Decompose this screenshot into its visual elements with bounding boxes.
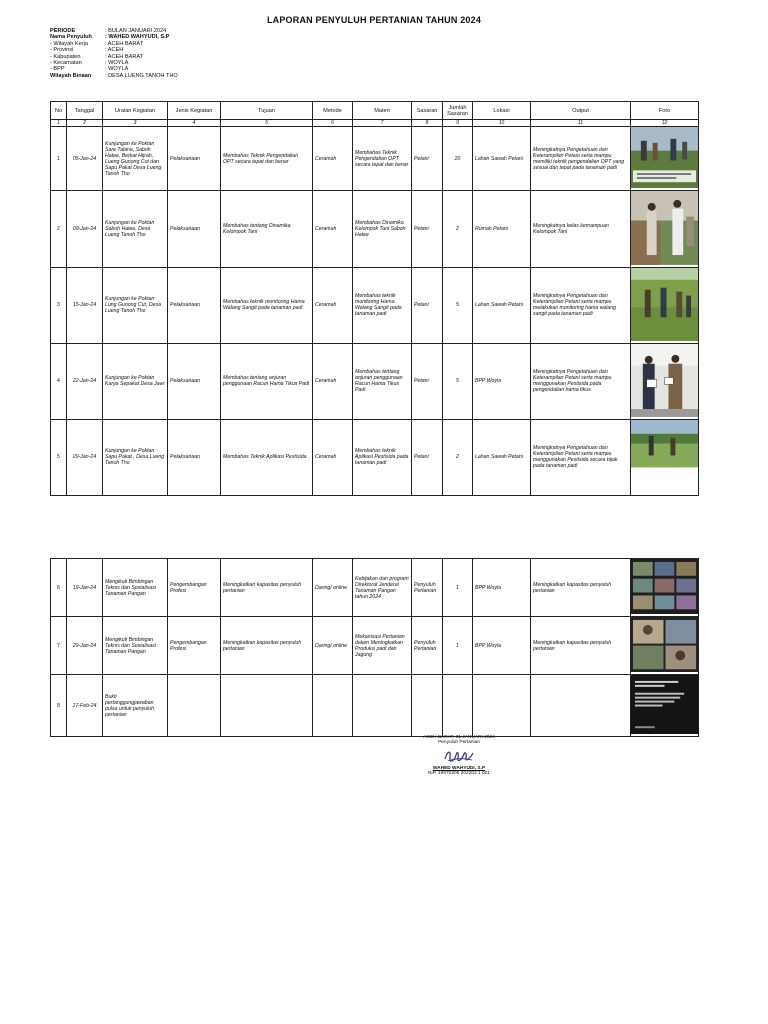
cell-jenis: Pengembangan Profesi: [168, 559, 221, 617]
cell-tanggal: 05-Jan-24: [67, 127, 103, 191]
cell-materi: Membahas teknik Aplikasi Pestisida pada tanaman padi: [353, 419, 412, 495]
cell-materi: [353, 675, 412, 737]
cell-metode: Daring/ online: [313, 617, 353, 675]
col-number: 4: [168, 120, 221, 127]
cell-materi: Membahas Teknik Pengendalian OPT secara tepat dan benar: [353, 127, 412, 191]
activity-table: [50, 101, 699, 496]
meta-key: PERIODE: [50, 28, 76, 34]
cell-lokasi: Lahan Sawah Petani: [473, 127, 531, 191]
cell-metode: Ceramah: [313, 127, 353, 191]
cell-output: [531, 675, 631, 737]
cell-output: Meningkatnya Pengetahuan dan Keterampilan Petani serta mampu memiliki teknik pengendalian OPT yang sesuai dan tepat pada tanaman padi: [531, 127, 631, 191]
cell-lokasi: [473, 675, 531, 737]
cell-uraian: Kunjungan ke Poktan Lung Gunong Cut, Desa Lueng Tanoh Tho: [103, 267, 168, 343]
cell-no: 4: [51, 343, 67, 419]
meta-value: : WOYLA: [105, 60, 129, 67]
cell-tujuan: Membahas Teknik Aplikasi Pestisida: [221, 419, 313, 495]
cell-uraian: Kunjungan ke Poktan Sapu Pakat , Desa Lueng Tanoh Tho: [103, 419, 168, 495]
cell-sasaran: Penyuluh Pertanian: [412, 559, 443, 617]
cell-output: Meningkatnya Pengetahuan dan Keterampilan Petani serta mampu melakukan monitoring hama walang sangit pada tanaman padi: [531, 267, 631, 343]
cell-lokasi: Lahan Sawah Petani: [473, 267, 531, 343]
col-number: 12: [631, 120, 699, 127]
cell-jumlah: 20: [443, 127, 473, 191]
meta-value: : BULAN JANUARI 2024: [105, 28, 167, 34]
cell-tanggal: 22-Jan-24: [67, 343, 103, 419]
video-call-screenshot: [631, 617, 698, 672]
cell-jumlah: 1: [443, 559, 473, 617]
cell-sasaran: Penyuluh Pertanian: [412, 617, 443, 675]
cell-uraian: Mengikuti Bimbingan Teknis dan Sosialisasi Tanaman Pangan: [103, 617, 168, 675]
cell-jumlah: 5: [443, 267, 473, 343]
cell-jumlah: 5: [443, 343, 473, 419]
signature-nip: NIP. 19870205 202203 1 001: [427, 771, 491, 777]
meta-key: Nama Penyuluh: [50, 34, 92, 41]
meta-value: : ACEH BARAT: [105, 40, 144, 47]
col-header: Jumlah Sasaran: [443, 102, 473, 120]
col-header: No: [51, 102, 67, 120]
cell-jenis: Pelaksanaan: [168, 419, 221, 495]
col-header: Uraian Kegiatan: [103, 102, 168, 120]
col-number: 2: [67, 120, 103, 127]
col-number: 5: [221, 120, 313, 127]
field-photo: [631, 268, 698, 341]
activity-table-continued: [50, 558, 699, 737]
col-number: 8: [412, 120, 443, 127]
meta-key: Wilayah Binaan: [50, 72, 92, 79]
col-header: Metode: [313, 102, 353, 120]
cell-materi: Membahas tentang anjuran penggunaan Racun Hama Tikus Padi: [353, 343, 412, 419]
cell-jumlah: 1: [443, 617, 473, 675]
cell-tanggal: 15-Jan-24: [67, 267, 103, 343]
col-number: 9: [443, 120, 473, 127]
meta-value: : DESA LUENG TANOH THO: [105, 72, 178, 79]
cell-tanggal: 29-Jan-24: [67, 617, 103, 675]
table-header-row: [51, 102, 699, 120]
phone-screenshot: [631, 675, 698, 734]
cell-tujuan: Membahas tentang anjuran penggunaan Racun Hama Tikus Padi: [221, 343, 313, 419]
col-header: Lokasi: [473, 102, 531, 120]
cell-no: 7: [51, 617, 67, 675]
cell-jenis: [168, 675, 221, 737]
table-row: [51, 419, 699, 495]
cell-no: 3: [51, 267, 67, 343]
cell-jumlah: [443, 675, 473, 737]
col-header: Tujuan: [221, 102, 313, 120]
cell-tujuan: Membahas tentang Dinamika Kelompok Tani: [221, 191, 313, 268]
col-number: 6: [313, 120, 353, 127]
meta-key: - Wilayah Kerja: [50, 40, 88, 47]
cell-no: 5: [51, 419, 67, 495]
table-row: [51, 559, 699, 617]
signature-name: WAHED WAHYUDI, S.P: [432, 765, 486, 771]
col-number: 10: [473, 120, 531, 127]
cell-metode: Ceramah: [313, 191, 353, 268]
field-photo: [631, 127, 698, 188]
cell-jenis: Pengembangan Profesi: [168, 617, 221, 675]
cell-materi: Membahas Dinamika Kelompok Tani Saboh Hatee: [353, 191, 412, 268]
cell-jenis: Pelaksanaan: [168, 127, 221, 191]
cell-tanggal: 19-Jan-24: [67, 559, 103, 617]
field-photo: [631, 420, 698, 493]
handwritten-signature: [442, 746, 476, 766]
cell-uraian: Mengikuti Bimbingan Teknis dan Sosialisasi Tanaman Pangan: [103, 559, 168, 617]
cell-foto: [631, 419, 699, 495]
cell-jumlah: 2: [443, 191, 473, 268]
cell-jenis: Pelaksanaan: [168, 267, 221, 343]
col-header: Sasaran: [412, 102, 443, 120]
cell-no: 6: [51, 559, 67, 617]
cell-output: Meningkatnya kelas kemampuan Kelompok Tani: [531, 191, 631, 268]
cell-tanggal: 09-Jan-24: [67, 191, 103, 268]
cell-foto: [631, 559, 699, 617]
cell-sasaran: Petani: [412, 343, 443, 419]
cell-jenis: Pelaksanaan: [168, 343, 221, 419]
meta-value: : ACEH BARAT: [105, 53, 144, 60]
video-call-screenshot: [631, 559, 698, 614]
cell-foto: [631, 617, 699, 675]
cell-output: Meningkatkan kapasitas penyuluh pertanian: [531, 617, 631, 675]
cell-uraian: Kunjungan ke Poktan Sare Tabina, Saboh Hatee, Berkat Hijrah, Lueng Gunong Cut dan Sapu Pakat Desa Lueng Tanoh Tho: [103, 127, 168, 191]
col-number: 11: [531, 120, 631, 127]
cell-jumlah: 2: [443, 419, 473, 495]
house-visit-photo: [631, 191, 698, 265]
office-photo: [631, 344, 698, 417]
cell-tujuan: Membahas teknik monitoring Hama Walang Sangit pada tanaman padi: [221, 267, 313, 343]
report-meta: [50, 28, 178, 79]
cell-lokasi: BPP Woyla: [473, 343, 531, 419]
meta-wilayah-binaan: [50, 73, 178, 79]
cell-metode: Ceramah: [313, 343, 353, 419]
cell-tujuan: Membahas Teknik Pengendalian OPT secara tepat dan benar: [221, 127, 313, 191]
meta-value: : WAHED WAHYUDI, S.P: [105, 34, 170, 41]
cell-materi: Membahas teknik monitoring Hama Walang Sangit pada tanaman padi: [353, 267, 412, 343]
cell-tanggal: 29-Jan-24: [67, 419, 103, 495]
cell-foto: [631, 343, 699, 419]
cell-uraian: Kunjungan ke Poktan Karya Sepakat Desa Jawi: [103, 343, 168, 419]
signature-place-date: ACEH BARAT, 31 JANUARI 2024: [423, 735, 495, 740]
cell-no: 8: [51, 675, 67, 737]
cell-foto: [631, 127, 699, 191]
meta-value: : WOYLA: [105, 66, 129, 73]
cell-no: 1: [51, 127, 67, 191]
signature-block: [415, 735, 503, 777]
cell-sasaran: Petani: [412, 419, 443, 495]
cell-output: Meningkatnya Pengetahuan dan Keterampilan Petani serta mampu menggunakan Pestisida pada pengendalian hama tikus: [531, 343, 631, 419]
meta-key: - Kabupaten: [50, 53, 81, 60]
cell-foto: [631, 267, 699, 343]
col-header: Jenis Kegiatan: [168, 102, 221, 120]
cell-no: 2: [51, 191, 67, 268]
cell-materi: Mekanisasi Pertanian dalam Meningkatkan Produksi padi dan Jagung: [353, 617, 412, 675]
cell-sasaran: Petani: [412, 267, 443, 343]
table-row: [51, 267, 699, 343]
col-number: 3: [103, 120, 168, 127]
table-row: [51, 617, 699, 675]
cell-lokasi: BPP Woyla: [473, 617, 531, 675]
cell-output: Meningkatkan kapasitas penyuluh pertanian: [531, 559, 631, 617]
cell-sasaran: Petani: [412, 191, 443, 268]
col-number: 1: [51, 120, 67, 127]
column-number-row: [51, 120, 699, 127]
cell-lokasi: Rumah Petani: [473, 191, 531, 268]
cell-lokasi: BPP Woyla: [473, 559, 531, 617]
cell-output: Meningkatnya Pengetahuan dan Keterampilan Petani serta mampu menggunakan Pestisida secara bijak pada tanaman padi: [531, 419, 631, 495]
cell-metode: Ceramah: [313, 419, 353, 495]
cell-lokasi: Lahan Sawah Petani: [473, 419, 531, 495]
cell-foto: [631, 191, 699, 268]
report-title: LAPORAN PENYULUH PERTANIAN TAHUN 2024: [266, 15, 482, 25]
signature-role: Penyuluh Pertanian: [438, 740, 480, 746]
cell-jenis: Pelaksanaan: [168, 191, 221, 268]
meta-key: - BPP: [50, 66, 65, 73]
meta-key: - Provinsi: [50, 47, 74, 54]
col-header: Materi: [353, 102, 412, 120]
table-row: [51, 127, 699, 191]
table-row: [51, 343, 699, 419]
cell-metode: [313, 675, 353, 737]
cell-foto: [631, 675, 699, 737]
table-row: [51, 675, 699, 737]
cell-metode: Ceramah: [313, 267, 353, 343]
meta-value: : ACEH: [105, 47, 124, 54]
cell-tujuan: Meningkatkan kapasitas penyuluh pertanian: [221, 559, 313, 617]
cell-tujuan: Meningkatkan kapasitas penyuluh pertanian: [221, 617, 313, 675]
cell-tanggal: 17-Feb-24: [67, 675, 103, 737]
meta-key: - Kecamatan: [50, 60, 82, 67]
col-header: Tanggal: [67, 102, 103, 120]
cell-materi: Kebijakan dan program Direktorat Jenderal Tanaman Pangan tahun 2024: [353, 559, 412, 617]
cell-sasaran: Petani: [412, 127, 443, 191]
col-header: Foto: [631, 102, 699, 120]
col-number: 7: [353, 120, 412, 127]
signature-scribble: [415, 746, 503, 766]
col-header: Output: [531, 102, 631, 120]
cell-tujuan: [221, 675, 313, 737]
cell-uraian: Kunjungan ke Poktan Saboh Hatee, Desa Lueng Tanoh Tho: [103, 191, 168, 268]
cell-sasaran: [412, 675, 443, 737]
cell-metode: Daring/ online: [313, 559, 353, 617]
table-row: [51, 191, 699, 268]
cell-uraian: Bukti pertanggungjawaban pulsa untuk penyuluh pertanian: [103, 675, 168, 737]
